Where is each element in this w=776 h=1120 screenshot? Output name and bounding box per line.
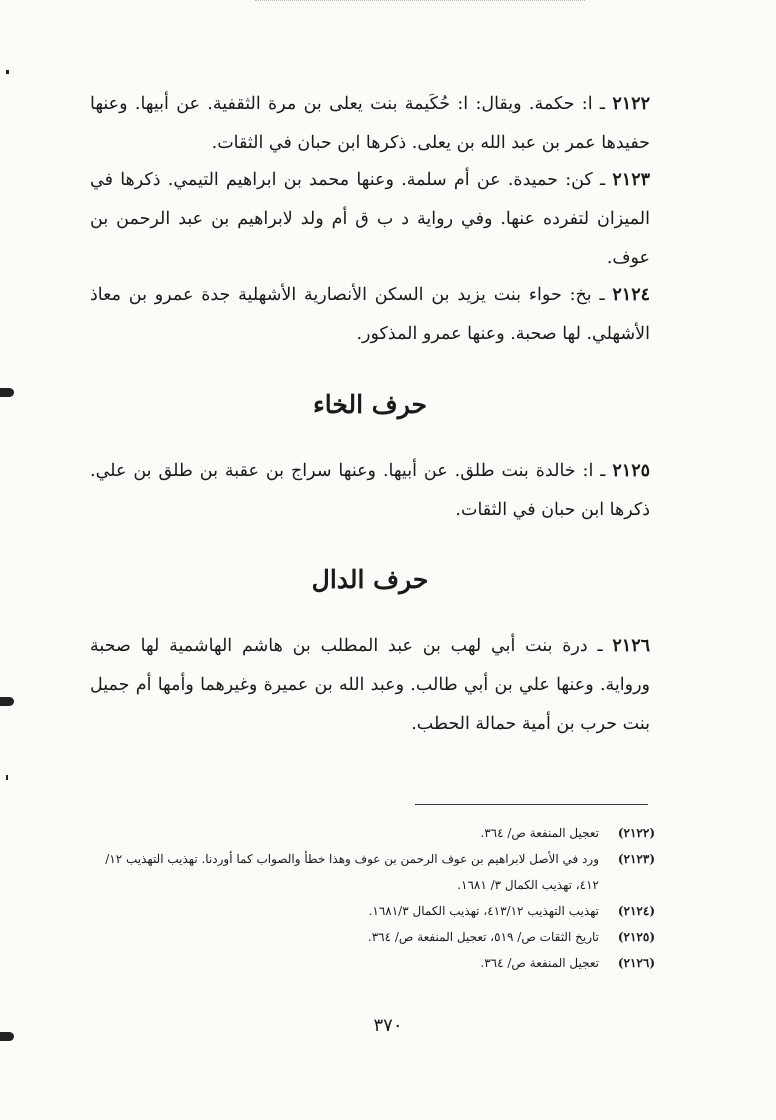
footnote-text: تعجيل المنفعة ص/ ٣٦٤. [480,826,599,840]
footnote [100,820,655,846]
entry-2122 [90,85,650,163]
footnote-text: تاريخ الثقات ص/ ٥١٩، تعجيل المنفعة ص/ ٣٦٤. [367,930,599,944]
footnotes [100,820,655,976]
page-number: ٣٧٠ [373,1015,403,1036]
footnote-id: (٢١٢٥) [617,930,655,944]
entry-number: ٢١٢٤ [612,285,650,305]
entry-text: ـ درة بنت أبي لهب بن عبد المطلب بن هاشم الهاشمية لها صحبة ورواية. وعنها علي بن أبي طالب. وعبد الله بن عميرة وغيرهما وأمها أم جميل بنت حرب بن أمية حمالة الحطب. [90,636,650,734]
footnote-text: تعجيل المنفعة ص/ ٣٦٤. [480,956,599,970]
margin-mark [0,388,14,397]
footnote-id: (٢١٢٣) [617,852,655,866]
footnote [100,950,655,976]
footnote-id: (٢١٢٢) [617,826,655,840]
entry-number: ٢١٢٥ [612,461,650,481]
footnote [100,846,655,898]
entry-2126 [90,627,650,744]
entry-number: ٢١٢٣ [612,170,650,190]
footnote-separator [415,804,648,805]
section-heading-kha: حرف الخاء [313,390,427,419]
top-dotted-rule [255,0,585,1]
margin-mark [0,697,14,706]
entry-text: ـ بخ: حواء بنت يزيد بن السكن الأنصارية الأشهلية جدة عمرو بن معاذ الأشهلي. لها صحبة. وعنها عمرو المذكور. [90,285,650,344]
entry-number: ٢١٢٦ [612,636,650,656]
entry-text: ـ ا: حكمة. ويقال: ا: حُكَيمة بنت يعلى بن مرة الثقفية. عن أبيها. وعنها حفيدها عمر بن عبد الله بن يعلى. ذكرها ابن حبان في الثقات. [90,94,650,153]
entry-2123 [90,161,650,278]
entry-2124 [90,276,650,354]
entry-text: ـ كن: حميدة. عن أم سلمة. وعنها محمد بن ابراهيم التيمي. ذكرها في الميزان لتفرده عنها. وفي رواية د ب ق أم ولد لابراهيم بن عبد الرحمن بن عوف. [90,170,650,268]
footnote-id: (٢١٢٦) [617,956,655,970]
entry-text: ـ ا: خالدة بنت طلق. عن أبيها. وعنها سراج بن عقبة بن طلق بن علي. ذكرها ابن حبان في الثقات. [90,461,650,520]
footnote-text: ورد في الأصل لابراهيم بن عوف الرحمن بن عوف وهذا خطأ والصواب كما أوردنا. تهذيب التهذيب ١٢/ ٤١٢، تهذيب الكمال ٣/ ١٦٨١. [105,852,599,892]
margin-mark [6,775,8,780]
section-heading-dal: حرف الدال [311,565,429,594]
footnote-id: (٢١٢٤) [617,904,655,918]
footnote [100,898,655,924]
footnote-text: تهذيب التهذيب ٤١٣/١٢، تهذيب الكمال ١٦٨١/٣. [368,904,599,918]
entry-2125 [90,452,650,530]
margin-mark [6,70,9,74]
entry-number: ٢١٢٢ [612,94,650,114]
footnote [100,924,655,950]
